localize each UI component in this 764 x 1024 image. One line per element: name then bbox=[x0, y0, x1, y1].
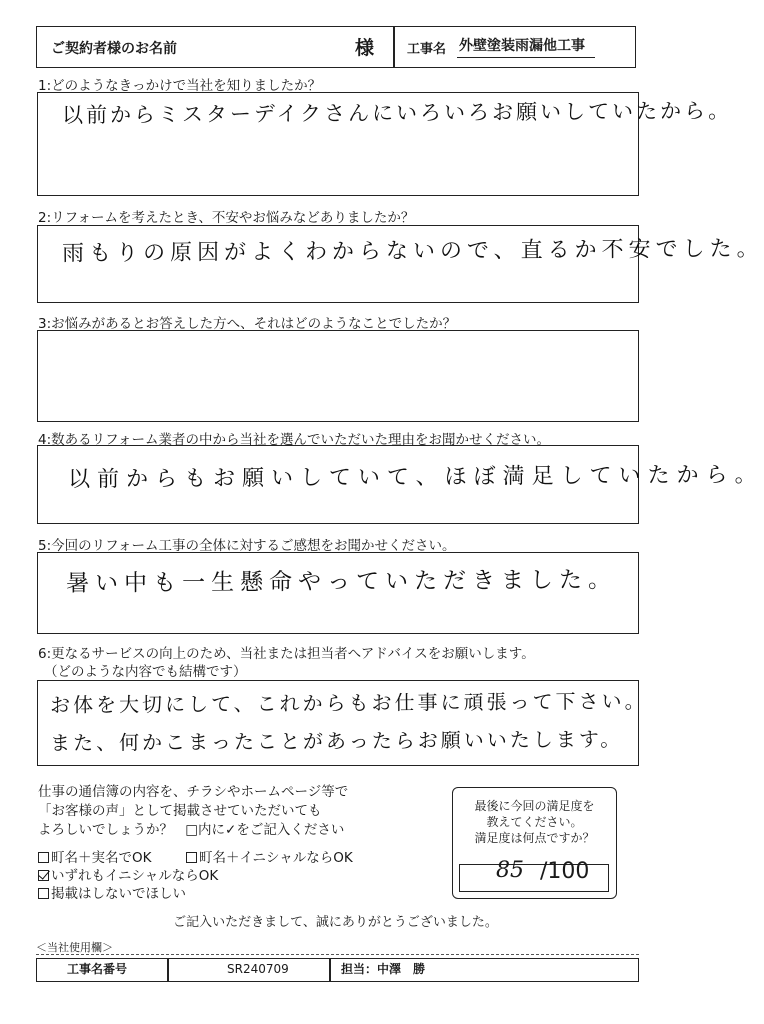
consent-question: よろしいでしょうか？ bbox=[38, 822, 173, 838]
answer-6-line-1: お体を大切にして、これからもお仕事に頑張って下さい。 bbox=[49, 688, 648, 718]
score-max: /100 bbox=[540, 859, 590, 884]
score-field[interactable] bbox=[459, 858, 609, 892]
staff-label: 担当：中澤 勝 bbox=[341, 962, 426, 976]
option-no-publish-label: 掲載はしないでほしい bbox=[51, 886, 186, 902]
option-all-initial-checkbox[interactable] bbox=[38, 870, 49, 881]
answer-box-3[interactable] bbox=[37, 330, 639, 422]
consent-instruction: □内に✓をご記入ください bbox=[185, 822, 345, 838]
construction-name-label: 工事名 bbox=[407, 42, 447, 57]
consent-line-3 bbox=[38, 818, 344, 838]
score-value: 85 bbox=[496, 858, 524, 883]
question-6-label: 6:更なるサービスの向上のため、当社または担当者へアドバイスをお願いします。 bbox=[38, 646, 535, 662]
customer-name-header bbox=[36, 26, 636, 68]
satisfaction-prompt-line-3: 満足度は何点ですか？ bbox=[474, 831, 595, 845]
question-6-sublabel: （どのような内容でも結構です） bbox=[44, 664, 247, 680]
internal-use-table bbox=[36, 958, 639, 982]
answer-1-text: 以前からミスターデイクさんにいろいろお願いしていたから。 bbox=[61, 98, 733, 128]
answer-5-text: 暑い中も一生懸命やっていただきました。 bbox=[65, 567, 618, 597]
option-no-publish[interactable] bbox=[38, 882, 186, 902]
option-town-real-name-checkbox[interactable] bbox=[38, 852, 49, 863]
option-town-real-name[interactable] bbox=[38, 846, 151, 866]
satisfaction-box bbox=[452, 787, 617, 899]
table-divider-1 bbox=[167, 959, 169, 981]
answer-2-text: 雨もりの原因がよくわからないので、直るか不安でした。 bbox=[61, 236, 764, 267]
option-town-initial[interactable] bbox=[186, 846, 353, 866]
internal-use-label: ＜当社使用欄＞ bbox=[36, 941, 113, 954]
answer-6-line-2: また、何かこまったことがあったらお願いいたします。 bbox=[49, 726, 624, 756]
satisfaction-prompt bbox=[453, 798, 616, 846]
header-divider bbox=[393, 27, 395, 67]
question-4-label: 4:数あるリフォーム業者の中から当社を選んでいただいた理由をお聞かせください。 bbox=[38, 432, 550, 448]
customer-name-label: ご契約者様のお名前 bbox=[51, 41, 177, 57]
satisfaction-prompt-line-1: 最後に今回の満足度を bbox=[474, 799, 595, 813]
answer-box-2[interactable] bbox=[37, 225, 764, 303]
option-no-publish-checkbox[interactable] bbox=[38, 888, 49, 899]
consent-line-2: 「お客様の声」として掲載させていただいても bbox=[38, 803, 322, 819]
option-town-real-name-label: 町名＋実名でOK bbox=[51, 850, 152, 866]
consent-line-1: 仕事の通信簿の内容を、チラシやホームページ等で bbox=[38, 784, 349, 800]
question-2-label: 2:リフォームを考えたとき、不安やお悩みなどありましたか？ bbox=[38, 210, 415, 226]
option-all-initial-label: いずれもイニシャルならOK bbox=[51, 868, 219, 884]
table-divider-2 bbox=[329, 959, 331, 981]
option-town-initial-checkbox[interactable] bbox=[186, 852, 197, 863]
construction-number-value: SR240709 bbox=[227, 962, 289, 976]
question-3-label: 3:お悩みがあるとお答えした方へ、それはどのようなことでしたか？ bbox=[38, 316, 457, 332]
construction-name-value: 外壁塗装雨漏他工事 bbox=[457, 35, 595, 58]
internal-use-divider bbox=[36, 954, 639, 955]
satisfaction-prompt-line-2: 教えてください。 bbox=[486, 815, 583, 829]
option-town-initial-label: 町名＋イニシャルならOK bbox=[199, 850, 353, 866]
honorific-label: 様 bbox=[355, 37, 375, 59]
answer-box-6[interactable] bbox=[37, 680, 648, 766]
option-all-initial[interactable] bbox=[38, 864, 218, 884]
answer-box-4[interactable] bbox=[37, 445, 764, 524]
question-1-label: 1:どのようなきっかけで当社を知りましたか？ bbox=[38, 78, 322, 94]
thanks-message: ご記入いただきまして、誠にありがとうございました。 bbox=[173, 915, 498, 930]
answer-box-5[interactable] bbox=[37, 552, 639, 634]
question-5-label: 5:今回のリフォーム工事の全体に対するご感想をお聞かせください。 bbox=[38, 538, 456, 554]
construction-number-label: 工事名番号 bbox=[67, 962, 128, 976]
answer-box-1[interactable] bbox=[37, 92, 733, 196]
answer-4-text: 以前からもお願いしていて、ほぼ満足していたから。 bbox=[67, 462, 764, 493]
